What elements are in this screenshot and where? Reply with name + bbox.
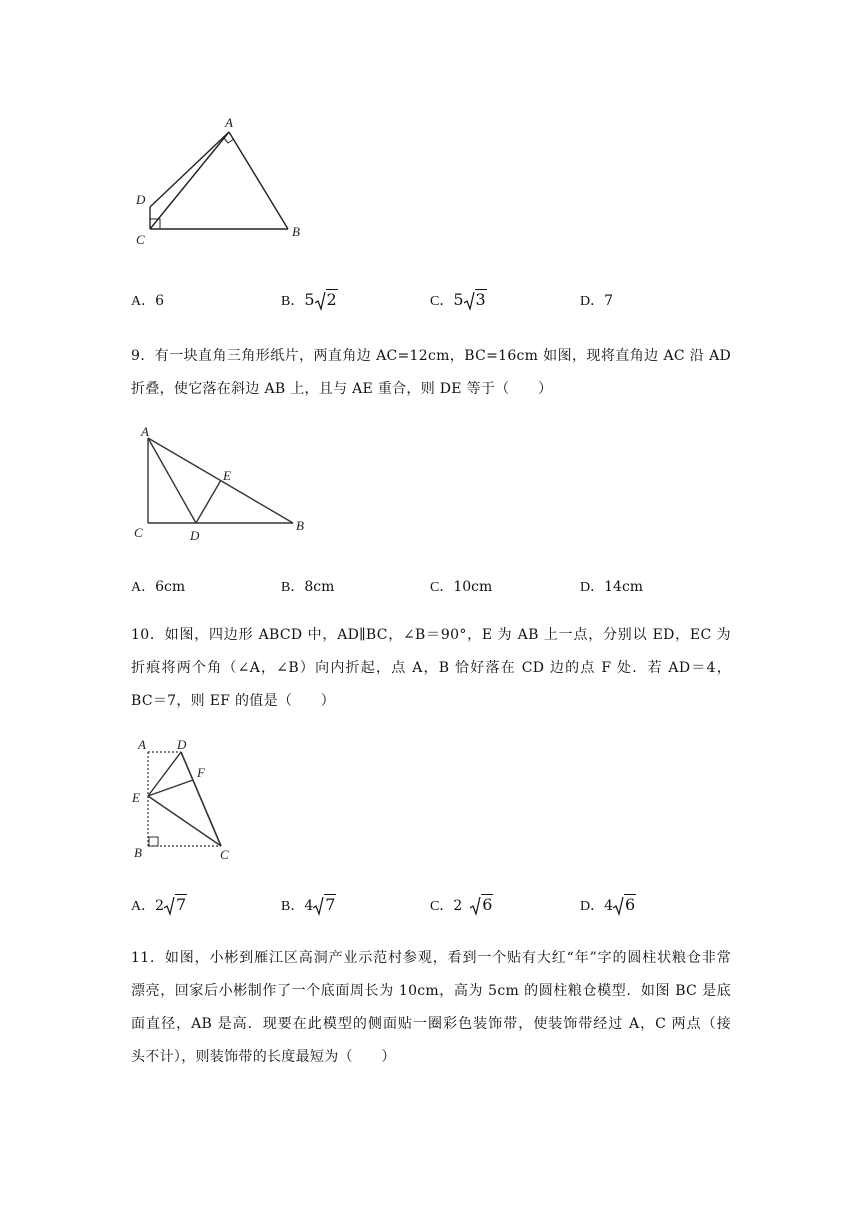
q8-figure — [125, 110, 315, 250]
q8-label-d: D — [136, 192, 146, 207]
q8-option-b[interactable] — [281, 290, 338, 311]
q10-label-e: E — [132, 790, 140, 805]
q11-text-line-3: 面直径，AB 是高．现要在此模型的侧面贴一圈彩色装饰带，使装饰带经过 A，C 两点（接 — [131, 1016, 731, 1032]
q9-segment-de — [196, 480, 221, 523]
sqrt-sign-icon — [470, 896, 481, 916]
q10-option-d[interactable] — [580, 895, 636, 916]
q10-option-d-radicand: 6 — [625, 895, 636, 914]
q8-segment-ac — [150, 132, 229, 229]
q10-option-d-label: D． — [580, 899, 605, 914]
q9-segment-ad — [148, 438, 196, 523]
q9-option-b-label: B． — [281, 580, 305, 595]
q9-option-a-value: 6cm — [155, 579, 186, 595]
q9-label-e: E — [223, 468, 231, 483]
q9-option-a[interactable] — [131, 576, 185, 596]
sqrt-sign-icon — [313, 896, 324, 916]
q10-option-c-label: C． — [430, 899, 454, 914]
q10-option-d-coef: 4 — [604, 898, 614, 914]
sqrt-sign-icon — [613, 896, 624, 916]
q10-option-b-label: B． — [281, 899, 305, 914]
q8-option-c-radicand: 3 — [475, 290, 486, 309]
q10-option-a-label: A． — [131, 899, 156, 914]
q9-label-b: B — [296, 518, 304, 533]
q8-option-d-value: 7 — [604, 293, 614, 309]
q9-label-a: A — [141, 424, 149, 439]
q10-label-b: B — [134, 845, 142, 860]
q9-option-d[interactable] — [580, 576, 643, 596]
q8-option-c-label: C． — [430, 294, 454, 309]
q11-text-line-2: 漂亮，回家后小彬制作了一个底面周长为 10cm，高为 5cm 的圆柱粮仓模型．如图 BC 是底 — [131, 983, 731, 999]
q10-figure — [128, 730, 248, 865]
q8-option-a-label: A． — [131, 294, 156, 309]
q10-option-c-coef: 2 — [453, 898, 463, 914]
q9-option-c[interactable] — [430, 576, 492, 596]
q10-option-a-coef: 2 — [155, 898, 165, 914]
q10-label-c: C — [220, 847, 229, 862]
q10-label-f: F — [197, 765, 205, 780]
q8-option-b-label: B． — [281, 294, 305, 309]
q10-option-a-radicand: 7 — [176, 895, 187, 914]
q8-segment-ab — [229, 132, 288, 229]
q10-right-angle-b — [149, 837, 158, 846]
q9-option-c-label: C． — [430, 580, 454, 595]
q10-text-line-3: BC＝7，则 EF 的值是（ ） — [131, 693, 336, 709]
q8-option-d[interactable] — [580, 290, 613, 310]
q9-label-c: C — [134, 525, 143, 540]
q10-option-b[interactable] — [281, 895, 336, 916]
q9-label-d: D — [190, 528, 200, 543]
q8-option-b-coef: 5 — [304, 290, 315, 309]
sqrt-sign-icon — [315, 291, 326, 311]
q8-segment-ad — [150, 132, 229, 207]
q9-text-line-2: 折叠，使它落在斜边 AB 上，且与 AE 重合，则 DE 等于（ ） — [131, 381, 553, 397]
q8-option-c-coef: 5 — [453, 290, 464, 309]
q8-option-b-radicand: 2 — [326, 290, 337, 309]
q10-option-b-radicand: 7 — [325, 895, 336, 914]
q10-option-b-coef: 4 — [304, 898, 314, 914]
q9-text-line-1: 9．有一块直角三角形纸片，两直角边 AC=12cm，BC=16cm 如图，现将直角边 AC 沿 AD — [131, 348, 731, 364]
q8-option-c[interactable] — [430, 290, 487, 311]
q11-text-line-4: 头不计），则装饰带的长度最短为（ ） — [131, 1049, 396, 1065]
q9-option-b[interactable] — [281, 576, 334, 596]
q8-option-d-label: D． — [580, 294, 605, 309]
sqrt-sign-icon — [464, 291, 475, 311]
q9-option-d-label: D． — [580, 580, 605, 595]
q8-option-a[interactable] — [131, 290, 164, 310]
sqrt-sign-icon — [164, 896, 175, 916]
q9-option-c-value: 10cm — [453, 579, 493, 595]
q9-option-b-value: 8cm — [304, 579, 335, 595]
q8-label-a: A — [225, 115, 233, 130]
q10-text-line-2: 折痕将两个角（∠A，∠B）向内折起，点 A，B 恰好落在 CD 边的点 F 处．若 AD＝4， — [131, 660, 731, 676]
q8-option-a-value: 6 — [155, 293, 165, 309]
q10-option-c[interactable] — [430, 895, 493, 916]
q10-label-a: A — [138, 737, 146, 752]
q10-text-line-1: 10．如图，四边形 ABCD 中，AD∥BC，∠B＝90°，E 为 AB 上一点，分别以 ED，EC 为 — [131, 627, 731, 643]
q8-label-b: B — [292, 224, 300, 239]
q8-label-c: C — [136, 232, 145, 247]
q9-option-a-label: A． — [131, 580, 156, 595]
q11-text-line-1: 11．如图，小彬到雁江区高洞产业示范村参观，看到一个贴有大红“年”字的圆柱状粮仓非常 — [131, 950, 731, 966]
q10-option-a[interactable] — [131, 895, 187, 916]
q9-option-d-value: 14cm — [604, 579, 644, 595]
q10-option-c-radicand: 6 — [482, 895, 493, 914]
q10-label-d: D — [177, 737, 187, 752]
q9-figure — [128, 420, 318, 550]
